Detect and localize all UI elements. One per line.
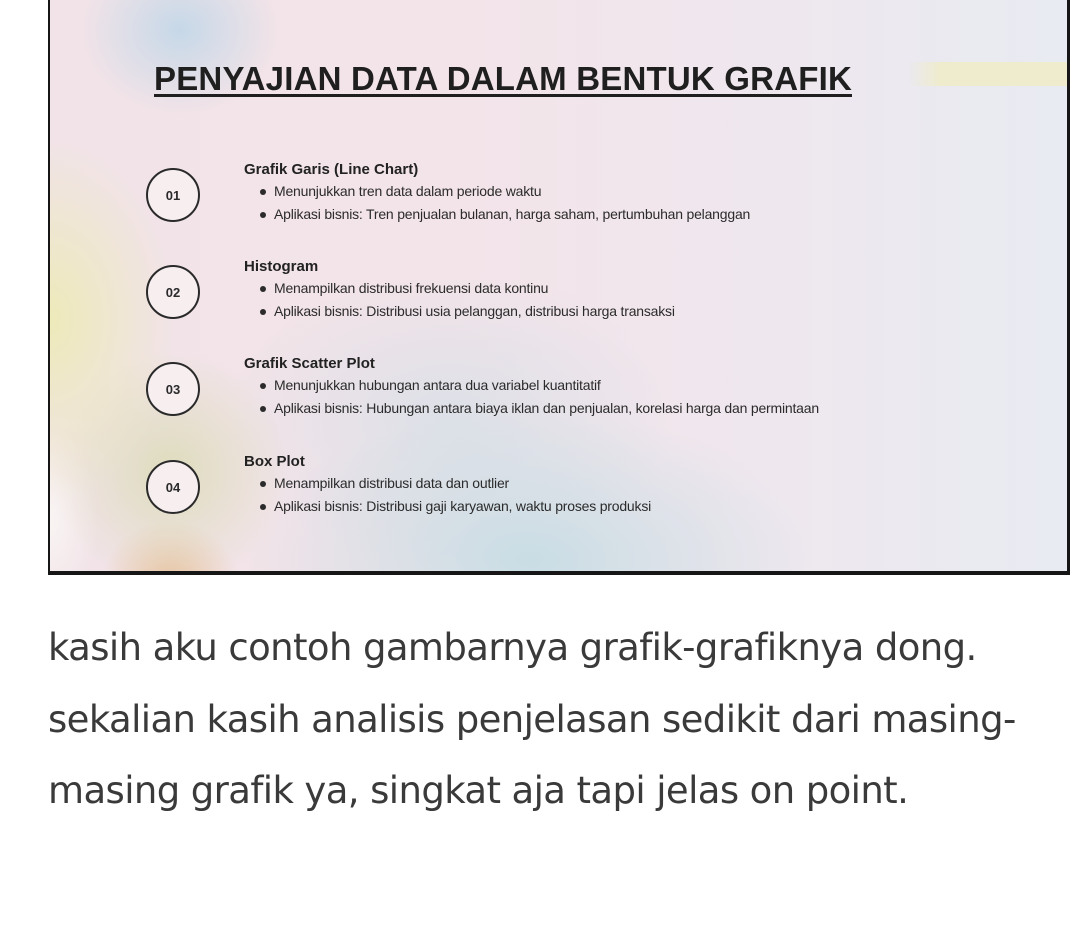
bullet-item — [258, 180, 750, 203]
user-message-text: kasih aku contoh gambarnya grafik-grafiknya dong. sekalian kasih analisis penjelasan sedikit dari masing-masing grafik ya, singkat aja tapi jelas on point. — [48, 626, 1016, 812]
bullet-list — [244, 277, 675, 323]
item-title: Grafik Garis (Line Chart) — [244, 161, 419, 178]
bullet-text: Aplikasi bisnis: Distribusi usia pelanggan, distribusi harga transaksi — [274, 303, 675, 319]
bullet-icon — [260, 481, 266, 487]
item-body — [244, 257, 675, 323]
bullet-item — [258, 495, 651, 518]
list-item-line-chart — [146, 162, 1046, 242]
bullet-text: Aplikasi bisnis: Hubungan antara biaya iklan dan penjualan, korelasi harga dan permintaan — [274, 400, 819, 416]
bullet-icon — [260, 286, 266, 292]
bullet-icon — [260, 504, 266, 510]
list-item-box-plot — [146, 454, 1046, 534]
bullet-list — [244, 472, 651, 518]
bullet-item — [258, 277, 675, 300]
list-item-scatter-plot — [146, 356, 1046, 436]
bullet-text: Menunjukkan tren data dalam periode waktu — [274, 183, 542, 199]
bullet-item — [258, 374, 819, 397]
item-title: Histogram — [244, 258, 319, 275]
number-badge: 03 — [146, 362, 200, 416]
item-body — [244, 452, 651, 518]
bullet-list — [244, 180, 750, 226]
bullet-icon — [260, 406, 266, 412]
bullet-text: Menampilkan distribusi data dan outlier — [274, 475, 509, 491]
bullet-text: Menampilkan distribusi frekuensi data kontinu — [274, 280, 549, 296]
bullet-icon — [260, 189, 266, 195]
number-badge: 04 — [146, 460, 200, 514]
bullet-text: Menunjukkan hubungan antara dua variabel kuantitatif — [274, 377, 601, 393]
item-title: Box Plot — [244, 453, 305, 470]
slide-title: PENYAJIAN DATA DALAM BENTUK GRAFIK — [154, 60, 852, 97]
decorative-band — [908, 62, 1068, 86]
bullet-item — [258, 472, 651, 495]
bullet-icon — [260, 383, 266, 389]
bullet-text: Aplikasi bisnis: Distribusi gaji karyawan, waktu proses produksi — [274, 498, 652, 514]
list-item-histogram — [146, 259, 1046, 339]
item-title: Grafik Scatter Plot — [244, 355, 375, 372]
bullet-icon — [260, 309, 266, 315]
attached-slide-image[interactable] — [48, 0, 1070, 575]
bullet-text: Aplikasi bisnis: Tren penjualan bulanan, harga saham, pertumbuhan pelanggan — [274, 206, 751, 222]
number-badge: 01 — [146, 168, 200, 222]
bullet-icon — [260, 212, 266, 218]
bullet-item — [258, 397, 819, 420]
bullet-item — [258, 203, 750, 226]
item-body — [244, 160, 750, 226]
number-badge: 02 — [146, 265, 200, 319]
item-body — [244, 354, 819, 420]
bullet-list — [244, 374, 819, 420]
bullet-item — [258, 300, 675, 323]
